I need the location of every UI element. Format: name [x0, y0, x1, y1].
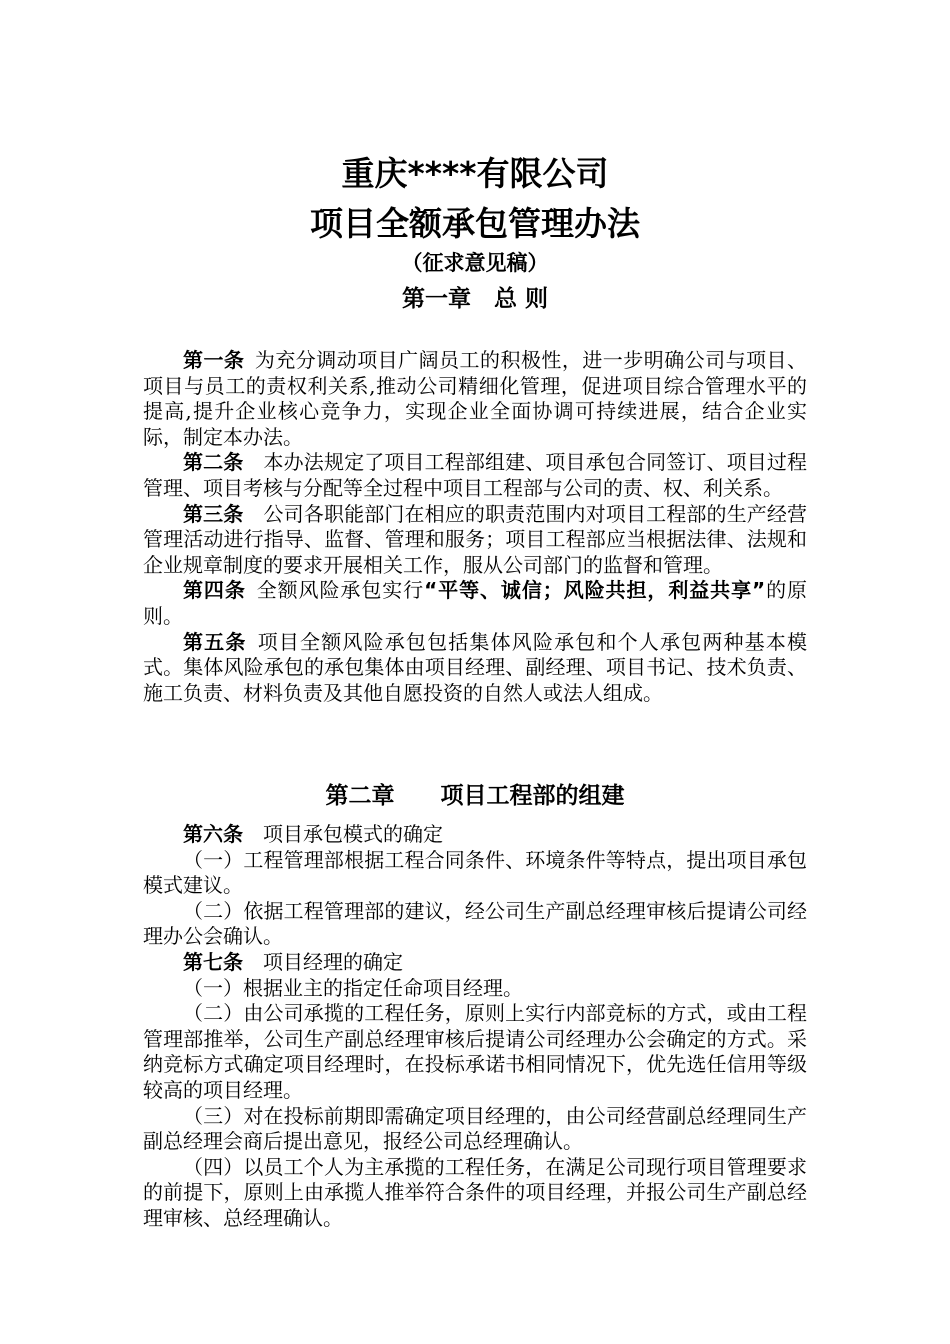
article-text: 全额风险承包实行 — [255, 578, 425, 603]
article-4 — [143, 578, 807, 629]
company-title: 重庆****有限公司 — [341, 154, 609, 193]
article-text: 为充分调动项目广阔员工的积极性，进一步明确公司与项目、项目与员工的责权利关系,推动公司精细化管理，促进项目综合管理水平的提高,提升企业核心竞争力，实现企业全面协调可持续进展，结合企业实际，制定本办法。 — [143, 348, 808, 449]
chapter-1-heading: 第一章 总 则 — [401, 286, 548, 312]
document-subtitle: （征求意见稿） — [401, 251, 549, 275]
article-title: 项目承包模式的确定 — [263, 822, 443, 846]
article-7-heading — [143, 950, 807, 976]
article-6-item-1: （一）工程管理部根据工程合同条件、环境条件等特点，提出项目承包模式建议。 — [143, 847, 807, 898]
article-label: 第六条 — [183, 822, 243, 846]
article-1 — [143, 348, 807, 450]
article-6-item-2: （二）依据工程管理部的建议，经公司生产副总经理审核后提请公司经理办公会确认。 — [143, 898, 807, 949]
article-7-item-4: （四）以员工个人为主承揽的工程任务，在满足公司现行项目管理要求的前提下，原则上由承揽人推举符合条件的项目经理，并报公司生产副总经理审核、总经理确认。 — [143, 1154, 807, 1230]
article-label: 第七条 — [183, 949, 243, 974]
article-text: 公司各职能部门在相应的职责范围内对项目工程部的生产经营管理活动进行指导、监督、管理和服务；项目工程部应当根据法律、法规和企业规章制度的要求开展相关工作，服从公司部门的监督和管理。 — [143, 501, 808, 577]
article-principle: “平等、诚信；风险共担，利益共享” — [424, 578, 766, 603]
chapter-1-body — [143, 348, 807, 706]
article-label: 第五条 — [183, 629, 247, 654]
article-5 — [143, 630, 807, 707]
article-label: 第四条 — [183, 578, 246, 603]
article-label: 第一条 — [183, 348, 245, 372]
document-title: 项目全额承包管理办法 — [310, 204, 640, 243]
article-7-item-3: （三）对在投标前期即需确定项目经理的，由公司经营副总经理同生产副总经理会商后提出意见，报经公司总经理确认。 — [143, 1103, 807, 1154]
article-text: 本办法规定了项目工程部组建、项目承包合同签订、项目过程管理、项目考核与分配等全过程中项目工程部与公司的责、权、利关系。 — [143, 450, 808, 500]
article-text: 项目全额风险承包包括集体风险承包和个人承包两种基本模式。集体风险承包的承包集体由项目经理、副经理、项目书记、技术负责、施工负责、材料负责及其他自愿投资的自然人或法人组成。 — [143, 629, 808, 705]
article-6-heading — [143, 822, 807, 848]
chapter-2-heading: 第二章 项目工程部的组建 — [325, 783, 625, 809]
article-3 — [143, 502, 807, 579]
article-title: 项目经理的确定 — [263, 949, 403, 974]
article-7-item-2: （二）由公司承揽的工程任务，原则上实行内部竞标的方式，或由工程管理部推举，公司生产副总经理审核后提请公司经理办公会确定的方式。采纳竞标方式确定项目经理时，在投标承诺书相同情况下，优先选任信用等级较高的项目经理。 — [143, 1001, 807, 1102]
chapter-2-body — [143, 822, 807, 1232]
article-2 — [143, 450, 807, 501]
article-label: 第三条 — [183, 501, 244, 526]
article-text-end: 的原则。 — [143, 578, 808, 628]
article-7-item-1: （一）根据业主的指定任命项目经理。 — [183, 975, 523, 1000]
article-label: 第二条 — [183, 450, 244, 475]
